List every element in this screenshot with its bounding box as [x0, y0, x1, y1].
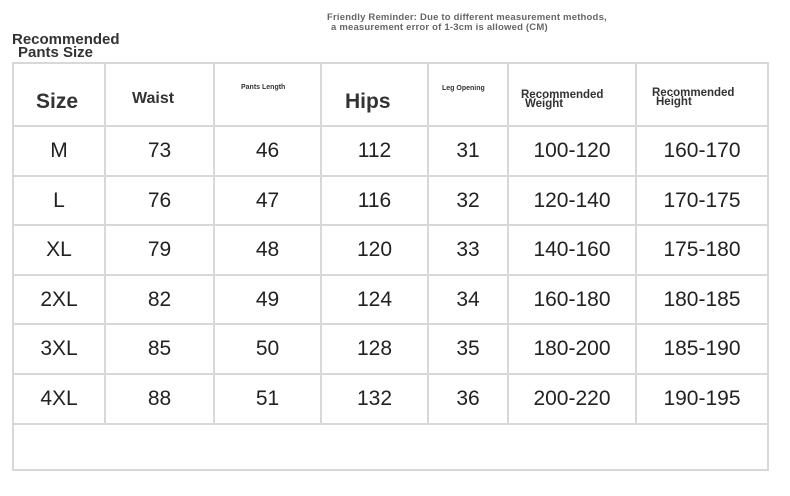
cell-leg-opening: 36	[456, 387, 480, 410]
cell-pants-length: 49	[255, 287, 280, 311]
cell-hips: 116	[357, 188, 392, 212]
header-recommended-height	[652, 89, 734, 107]
header-size: Size	[36, 90, 79, 113]
header-height-line-2: Height	[656, 96, 692, 108]
cell-size: 2XL	[40, 287, 78, 311]
cell-weight: 120-140	[533, 188, 611, 212]
title-line-1: Recommended	[12, 31, 120, 48]
cell-hips: 128	[356, 337, 393, 360]
cell-weight: 200-220	[533, 387, 611, 410]
cell-weight: 180-200	[533, 337, 611, 360]
cell-hips: 112	[357, 139, 392, 162]
cell-height: 160-170	[663, 139, 741, 162]
cell-pants-length: 46	[255, 139, 280, 162]
cell-hips: 132	[356, 387, 393, 410]
header-waist: Waist	[132, 90, 175, 107]
cell-size: L	[53, 188, 65, 212]
cell-size: M	[50, 139, 68, 162]
cell-weight: 160-180	[533, 287, 611, 311]
title-line-2: Pants Size	[18, 44, 94, 61]
cell-hips: 120	[356, 238, 393, 261]
size-table	[12, 62, 769, 471]
reminder-line-1: Friendly Reminder: Due to different measurement methods,	[327, 12, 607, 23]
cell-waist: 79	[147, 238, 172, 261]
header-height-line-1: Recommended	[652, 87, 735, 99]
column-divider	[767, 62, 769, 471]
chart-title	[12, 33, 120, 59]
cell-pants-length: 50	[255, 337, 280, 360]
cell-waist: 76	[147, 188, 172, 212]
header-recommended-weight	[521, 91, 603, 109]
table-divider	[12, 62, 769, 64]
cell-height: 175-180	[663, 238, 741, 261]
cell-leg-opening: 33	[456, 238, 480, 261]
cell-weight: 140-160	[533, 238, 611, 261]
cell-leg-opening: 34	[456, 287, 480, 311]
cell-waist: 85	[147, 337, 172, 360]
cell-waist: 73	[147, 139, 172, 162]
table-divider	[12, 423, 769, 425]
cell-height: 190-195	[663, 387, 741, 410]
header-leg-opening: Leg Opening	[442, 85, 485, 92]
table-divider	[12, 469, 769, 471]
header-pants-length: Pants Length	[241, 84, 286, 91]
cell-waist: 82	[147, 287, 172, 311]
cell-height: 170-175	[663, 188, 741, 212]
cell-height: 185-190	[663, 337, 741, 360]
cell-size: XL	[46, 238, 72, 261]
cell-weight: 100-120	[533, 139, 611, 162]
cell-hips: 124	[356, 287, 393, 311]
cell-pants-length: 51	[255, 387, 280, 410]
header-weight-line-1: Recommended	[521, 89, 604, 101]
header-hips: Hips	[345, 90, 391, 113]
reminder-line-2: a measurement error of 1-3cm is allowed (CM)	[331, 22, 548, 33]
cell-leg-opening: 31	[456, 139, 480, 162]
cell-size: 3XL	[40, 337, 78, 360]
cell-pants-length: 48	[255, 238, 280, 261]
cell-leg-opening: 32	[456, 188, 480, 212]
measurement-reminder	[327, 13, 607, 33]
cell-pants-length: 47	[255, 188, 280, 212]
cell-height: 180-185	[663, 287, 741, 311]
header-weight-line-2: Weight	[525, 98, 564, 110]
cell-waist: 88	[147, 387, 172, 410]
cell-size: 4XL	[40, 387, 78, 410]
cell-leg-opening: 35	[456, 337, 480, 360]
